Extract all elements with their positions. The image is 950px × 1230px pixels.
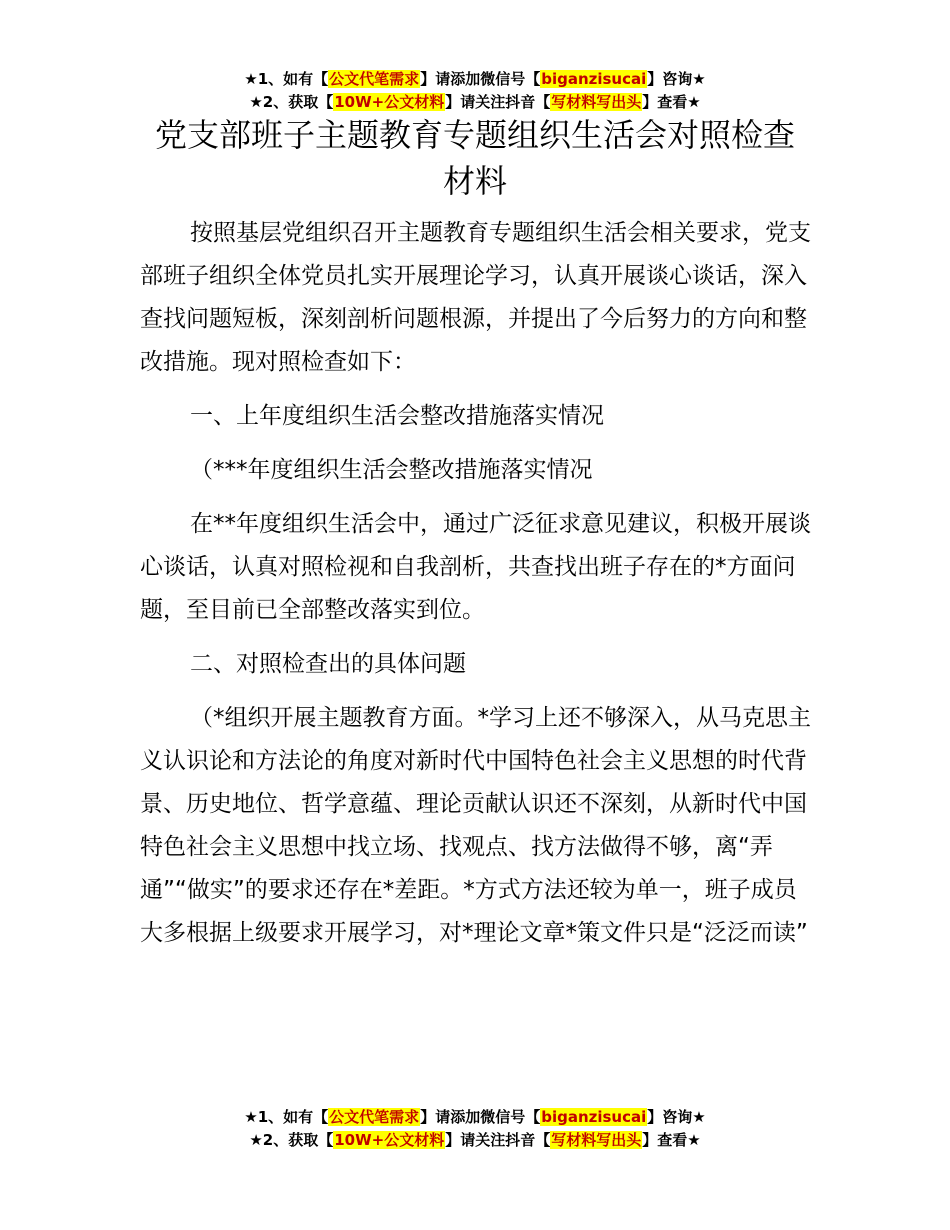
- promo-highlight: 写材料写出头: [551, 1131, 642, 1149]
- promo-highlight: 公文代笔需求: [329, 70, 420, 88]
- promo-text: 】咨询★: [647, 70, 706, 88]
- paragraph-section-2: （*组织开展主题教育方面。*学习上还不够深入，从马克思主义认识论和方法论的角度对新时代中国特色社会主义思想的时代背景、历史地位、哲学意蕴、理论贡献认识还不深刻，从新时代中国特色社会主义思想中找立场、找观点、找方法做得不够，离“弄通”“做实”的要求还存在*差距。*方式方法还较为单一，班子成员大多根据上级要求开展学习，对*理论文章*策文件只是“泛泛而读”: [140, 705, 811, 946]
- subheading-1: （***年度组织生活会整改措施落实情况: [190, 457, 593, 483]
- bottom-promo-banner: [0, 1106, 950, 1152]
- promo-highlight: biganzisucai: [541, 70, 647, 88]
- promo-text: ★2、获取【: [249, 1131, 334, 1149]
- promo-highlight: 10W+公文材料: [334, 1131, 445, 1149]
- promo-highlight: biganzisucai: [541, 1108, 647, 1126]
- document-title: 党支部班子主题教育专题组织生活会对照检查材料: [154, 116, 795, 200]
- promo-line-1: [0, 68, 950, 91]
- promo-text: 】请关注抖音【: [445, 93, 551, 111]
- heading-section-2: 二、对照检查出的具体问题: [190, 651, 466, 677]
- promo-highlight: 10W+公文材料: [334, 93, 445, 111]
- promo-text: 】请添加微信号【: [420, 1108, 541, 1126]
- promo-text: 】咨询★: [647, 1108, 706, 1126]
- document-body: [140, 212, 812, 966]
- promo-line-2: [0, 91, 950, 114]
- promo-highlight: 公文代笔需求: [329, 1108, 420, 1126]
- promo-text: ★2、获取【: [249, 93, 334, 111]
- promo-text: 】查看★: [642, 1131, 701, 1149]
- promo-text: 】请添加微信号【: [420, 70, 541, 88]
- paragraph-section-1: 在**年度组织生活会中，通过广泛征求意见建议，积极开展谈心谈话，认真对照检视和自我剖析，共查找出班子存在的*方面问题，至目前已全部整改落实到位。: [140, 511, 811, 623]
- promo-line-1: [0, 1106, 950, 1129]
- promo-highlight: 写材料写出头: [551, 93, 642, 111]
- promo-text: ★1、如有【: [244, 1108, 329, 1126]
- promo-text: 】查看★: [642, 93, 701, 111]
- paragraph-intro: 按照基层党组织召开主题教育专题组织生活会相关要求，党支部班子组织全体党员扎实开展理论学习，认真开展谈心谈话，深入查找问题短板，深刻剖析问题根源，并提出了今后努力的方向和整改措施。现对照检查如下：: [140, 220, 811, 375]
- promo-text: 】请关注抖音【: [445, 1131, 551, 1149]
- heading-section-1: 一、上年度组织生活会整改措施落实情况: [190, 403, 604, 429]
- top-promo-banner: [0, 68, 950, 114]
- promo-line-2: [0, 1129, 950, 1152]
- promo-text: ★1、如有【: [244, 70, 329, 88]
